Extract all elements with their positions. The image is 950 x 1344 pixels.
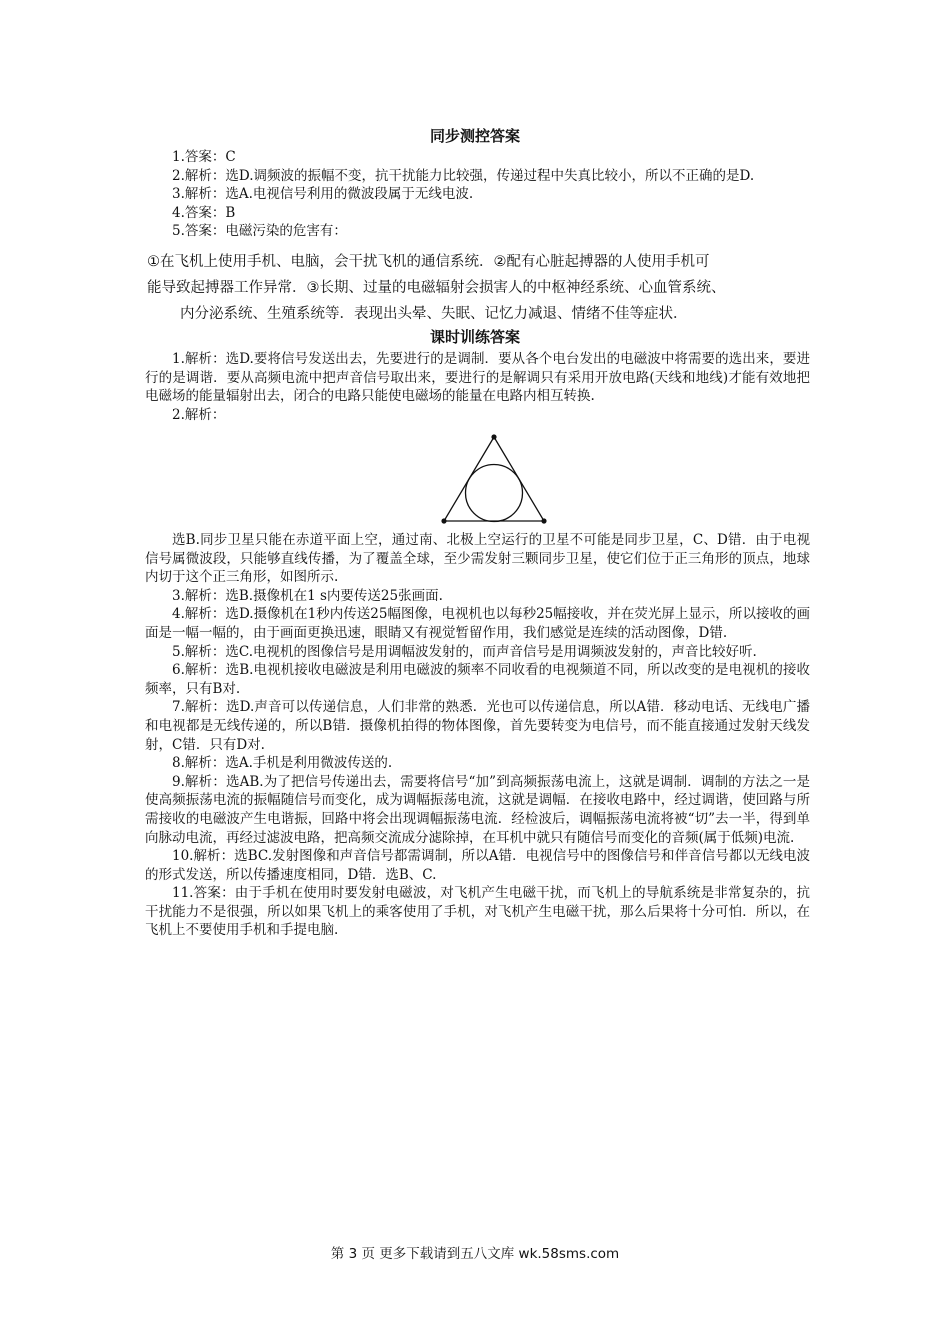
page-footer: 第 3 页 更多下载请到五八文库 wk.58sms.com <box>330 1246 620 1262</box>
answer-item: 10.解析：选BC.发射图像和声音信号都需调制，所以A错．电视信号中的图像信号和伴音信号都以无线电波的形式发送，所以传播速度相同，D错．选B、C. <box>145 848 810 883</box>
satellite-triangle-figure <box>438 432 550 526</box>
satellite-dot-top <box>491 434 496 439</box>
answer-item: 4.答案：B <box>172 204 236 221</box>
detail-line: ①在飞机上使用手机、电脑，会干扰飞机的通信系统．②配有心脏起搏器的人使用手机可 <box>147 254 710 270</box>
equilateral-triangle <box>444 437 544 521</box>
section2-part1 <box>145 350 810 424</box>
section1-answers <box>145 148 810 241</box>
answer-item: 1.答案：C <box>172 149 236 165</box>
section2-part2 <box>145 531 810 940</box>
section-title-lesson: 课时训练答案 <box>429 328 520 346</box>
section1-item5-detail <box>147 249 817 327</box>
answer-item: 11.答案：由于手机在使用时要发射电磁波，对飞机产生电磁干扰，而飞机上的导航系统是非常复杂的，抗干扰能力不是很强，所以如果飞机上的乘客使用了手机，对飞机产生电磁干扰，那么后果将十分可怕．所以，在飞机上不要使用手机和手提电脑. <box>145 885 810 939</box>
answer-item: 2.解析：选D.调频波的振幅不变，抗干扰能力比较强，传递过程中失真比较小，所以不正确的是D. <box>172 167 755 184</box>
answer-item: 6.解析：选B.电视机接收电磁波是利用电磁波的频率不同收看的电视频道不同，所以改变的是电视机的接收频率，只有B对. <box>145 662 810 697</box>
earth-circle <box>466 465 523 522</box>
answer-item: 7.解析：选D.声音可以传递信息，人们非常的熟悉．光也可以传递信息，所以A错．移动电话、无线电广播和电视都是无线传递的，所以B错．摄像机拍得的物体图像，首先要转变为电信号，而不能直接通过发射天线发射，C错．只有D对. <box>145 699 810 753</box>
answer-item: 1.解析：选D.要将信号发送出去，先要进行的是调制．要从各个电台发出的电磁波中将需要的选出来，要进行的是调谐．要从高频电流中把声音信号取出来，要进行的是解调只有采用开放电路(天线和地线)才能有效地把电磁场的能量辐射出去，闭合的电路只能使电磁场的能量在电路内相互转换. <box>145 351 810 405</box>
answer-item: 2.解析： <box>172 406 226 423</box>
satellite-dot-right <box>541 518 546 523</box>
answer-item: 5.答案：电磁污染的危害有： <box>172 223 347 240</box>
detail-line: 内分泌系统、生殖系统等．表现出头晕、失眠、记忆力减退、情绪不佳等症状． <box>180 306 688 322</box>
answer-item: 3.解析：选B.摄像机在1 s内要传送25张画面. <box>172 587 443 604</box>
answer-item: 3.解析：选A.电视信号利用的微波段属于无线电波. <box>172 186 474 203</box>
satellite-dot-left <box>441 518 446 523</box>
answer-item: 4.解析：选D.摄像机在1秒内传送25幅图像，电视机也以每秒25幅接收，并在荧光屏上显示，所以接收的画面是一幅一幅的，由于画面更换迅速，眼睛又有视觉暂留作用，我们感觉是连续的活动图像，D错. <box>145 606 810 641</box>
answer-item: 5.解析：选C.电视机的图像信号是用调幅波发射的，而声音信号是用调频波发射的，声音比较好听. <box>172 643 757 660</box>
detail-line: 能导致起搏器工作异常．③长期、过量的电磁辐射会损害人的中枢神经系统、心血管系统、 <box>147 280 726 296</box>
section-title-sync: 同步测控答案 <box>429 127 520 145</box>
answer-item: 8.解析：选A.手机是利用微波传送的. <box>172 755 393 772</box>
answer-item: 选B.同步卫星只能在赤道平面上空，通过南、北极上空运行的卫星不可能是同步卫星，C、D错．由于电视信号属微波段，只能够直线传播，为了覆盖全球，至少需发射三颗同步卫星，使它们位于正三角形的顶点，地球内切于这个正三角形，如图所示. <box>145 532 810 586</box>
answer-item: 9.解析：选AB.为了把信号传递出去，需要将信号“加”到高频振荡电流上，这就是调制．调制的方法之一是使高频振荡电流的振幅随信号而变化，成为调幅振荡电流，这就是调幅．在接收电路中，经过调谐，使回路与所需接收的电磁波产生电谐振，回路中将会出现调幅振荡电流．经检波后，调幅振荡电流将被“切”去一半，得到单向脉动电流，再经过滤波电路，把高频交流成分滤除掉，在耳机中就只有随信号而变化的音频(属于低频)电流. <box>145 773 810 846</box>
